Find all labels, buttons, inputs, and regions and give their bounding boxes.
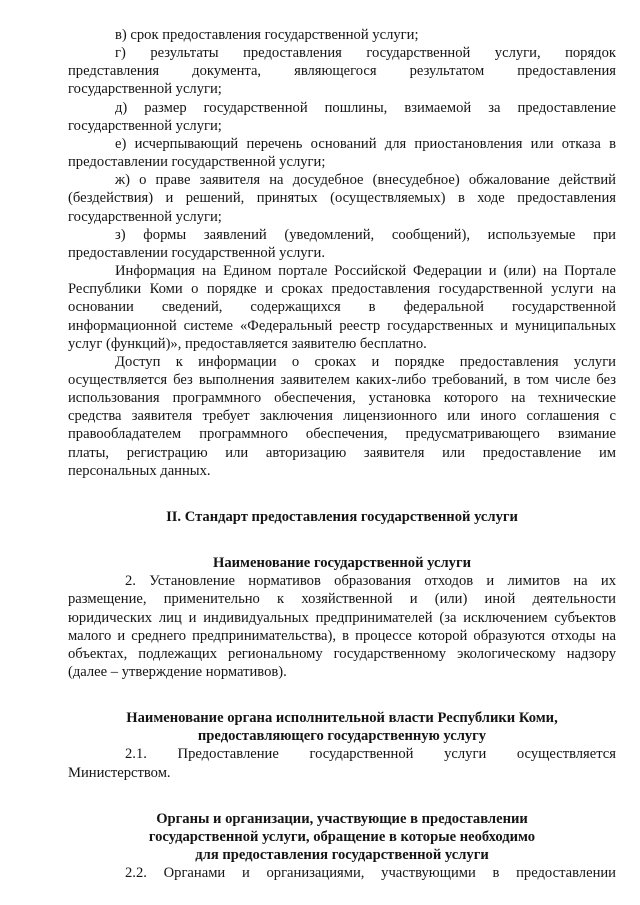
list-item-z (68, 226, 616, 262)
text-line: персональных данных. (68, 462, 211, 479)
spacer (68, 782, 616, 810)
text-line: Министерством. (68, 764, 171, 781)
text-line: е) исчерпывающий перечень оснований для приостановления или отказа в (115, 135, 616, 152)
text-line: 2.1. Предоставление государственной услуги осуществляется (125, 746, 616, 763)
text-line: предоставлении государственной услуги; (68, 154, 326, 171)
subsection-heading-orgs-line3: для предоставления государственной услуги (195, 847, 489, 864)
text-line: правообладателем программного обеспечения, предусматривающего взимание (68, 426, 616, 443)
text-line: д) размер государственной пошлины, взимаемой за предоставление (115, 99, 616, 116)
text-line: предоставлении государственной услуги. (68, 244, 325, 261)
list-item-d (68, 99, 616, 135)
text-line: государственной услуги; (68, 208, 222, 225)
list-item-e (68, 135, 616, 171)
list-item-zh (68, 171, 616, 225)
text-line: размещение, применительно к хозяйственной и (или) иной деятельности (68, 591, 616, 608)
text-line: объектах, подлежащих региональному государственному экологическому надзору (68, 645, 616, 662)
text-line: 2.2. Органами и организациями, участвующими в предоставлении (125, 865, 616, 882)
subsection-heading-organ-line2: предоставляющего государственную услугу (197, 728, 487, 745)
text-line: услуг (функций)», предоставляется заявителю бесплатно. (68, 335, 427, 352)
text-line: платы, регистрацию или авторизацию заявителя или предоставление им (68, 444, 616, 461)
text-line: г) результаты предоставления государственной услуги, порядок (115, 45, 616, 62)
paragraph-access (68, 353, 616, 480)
text-line: в) срок предоставления государственной услуги; (115, 27, 419, 43)
text-line: информационной системе «Федеральный реестр государственных и муниципальных (68, 317, 616, 334)
text-line: осуществляется без выполнения заявителем каких-либо требований, в том числе без (68, 371, 616, 388)
paragraph-2 (68, 572, 616, 681)
text-line: представления документа, являющегося результатом предоставления (68, 63, 616, 80)
text-line: (бездействия) и решений, принятых (осуществляемых) в ходе предоставления (68, 190, 616, 207)
subsection-heading-orgs-line2: государственной услуги, обращение в которые необходимо (148, 828, 536, 845)
text-line: Информация на Едином портале Российской Федерации и (или) на Портале (115, 263, 616, 280)
subsection-heading-name: Наименование государственной услуги (213, 555, 471, 572)
subsection-heading-orgs-line1: Органы и организации, участвующие в предоставлении (156, 810, 528, 827)
spacer (68, 526, 616, 554)
spacer (68, 681, 616, 709)
text-line: з) формы заявлений (уведомлений, сообщений), используемые при (115, 226, 616, 243)
text-line: малого и среднего предпринимательства), в процессе которой образуются отходы на (68, 627, 616, 644)
list-item-v (68, 26, 616, 44)
text-line: основании сведений, содержащихся в федеральной государственной (68, 299, 616, 316)
paragraph-info (68, 262, 616, 353)
text-line: государственной услуги; (68, 117, 222, 134)
text-line: государственной услуги; (68, 81, 222, 98)
document-page (68, 26, 616, 882)
text-line: ж) о праве заявителя на досудебное (внесудебное) обжалование действий (115, 172, 616, 189)
text-line: Республики Коми о порядке и сроках предоставления государственной услуги на (68, 281, 616, 298)
text-line: юридических лиц и индивидуальных предпринимателей (за исключением субъектов (68, 609, 616, 626)
subsection-heading-organ-line1: Наименование органа исполнительной власти Республики Коми, (126, 710, 558, 727)
text-line: 2. Установление нормативов образования отходов и лимитов на их (125, 573, 616, 590)
section-title: II. Стандарт предоставления государственной услуги (166, 508, 518, 525)
text-line: средства заявителя требует заключения лицензионного или иного соглашения с (68, 408, 616, 425)
spacer (68, 480, 616, 508)
text-line: (далее – утверждение нормативов). (68, 664, 287, 680)
list-item-g (68, 44, 616, 98)
paragraph-2-1 (68, 745, 616, 781)
text-line: использования программного обеспечения, установка которого на технические (68, 390, 616, 407)
paragraph-2-2 (68, 864, 616, 882)
text-line: Доступ к информации о сроках и порядке предоставления услуги (115, 353, 616, 370)
